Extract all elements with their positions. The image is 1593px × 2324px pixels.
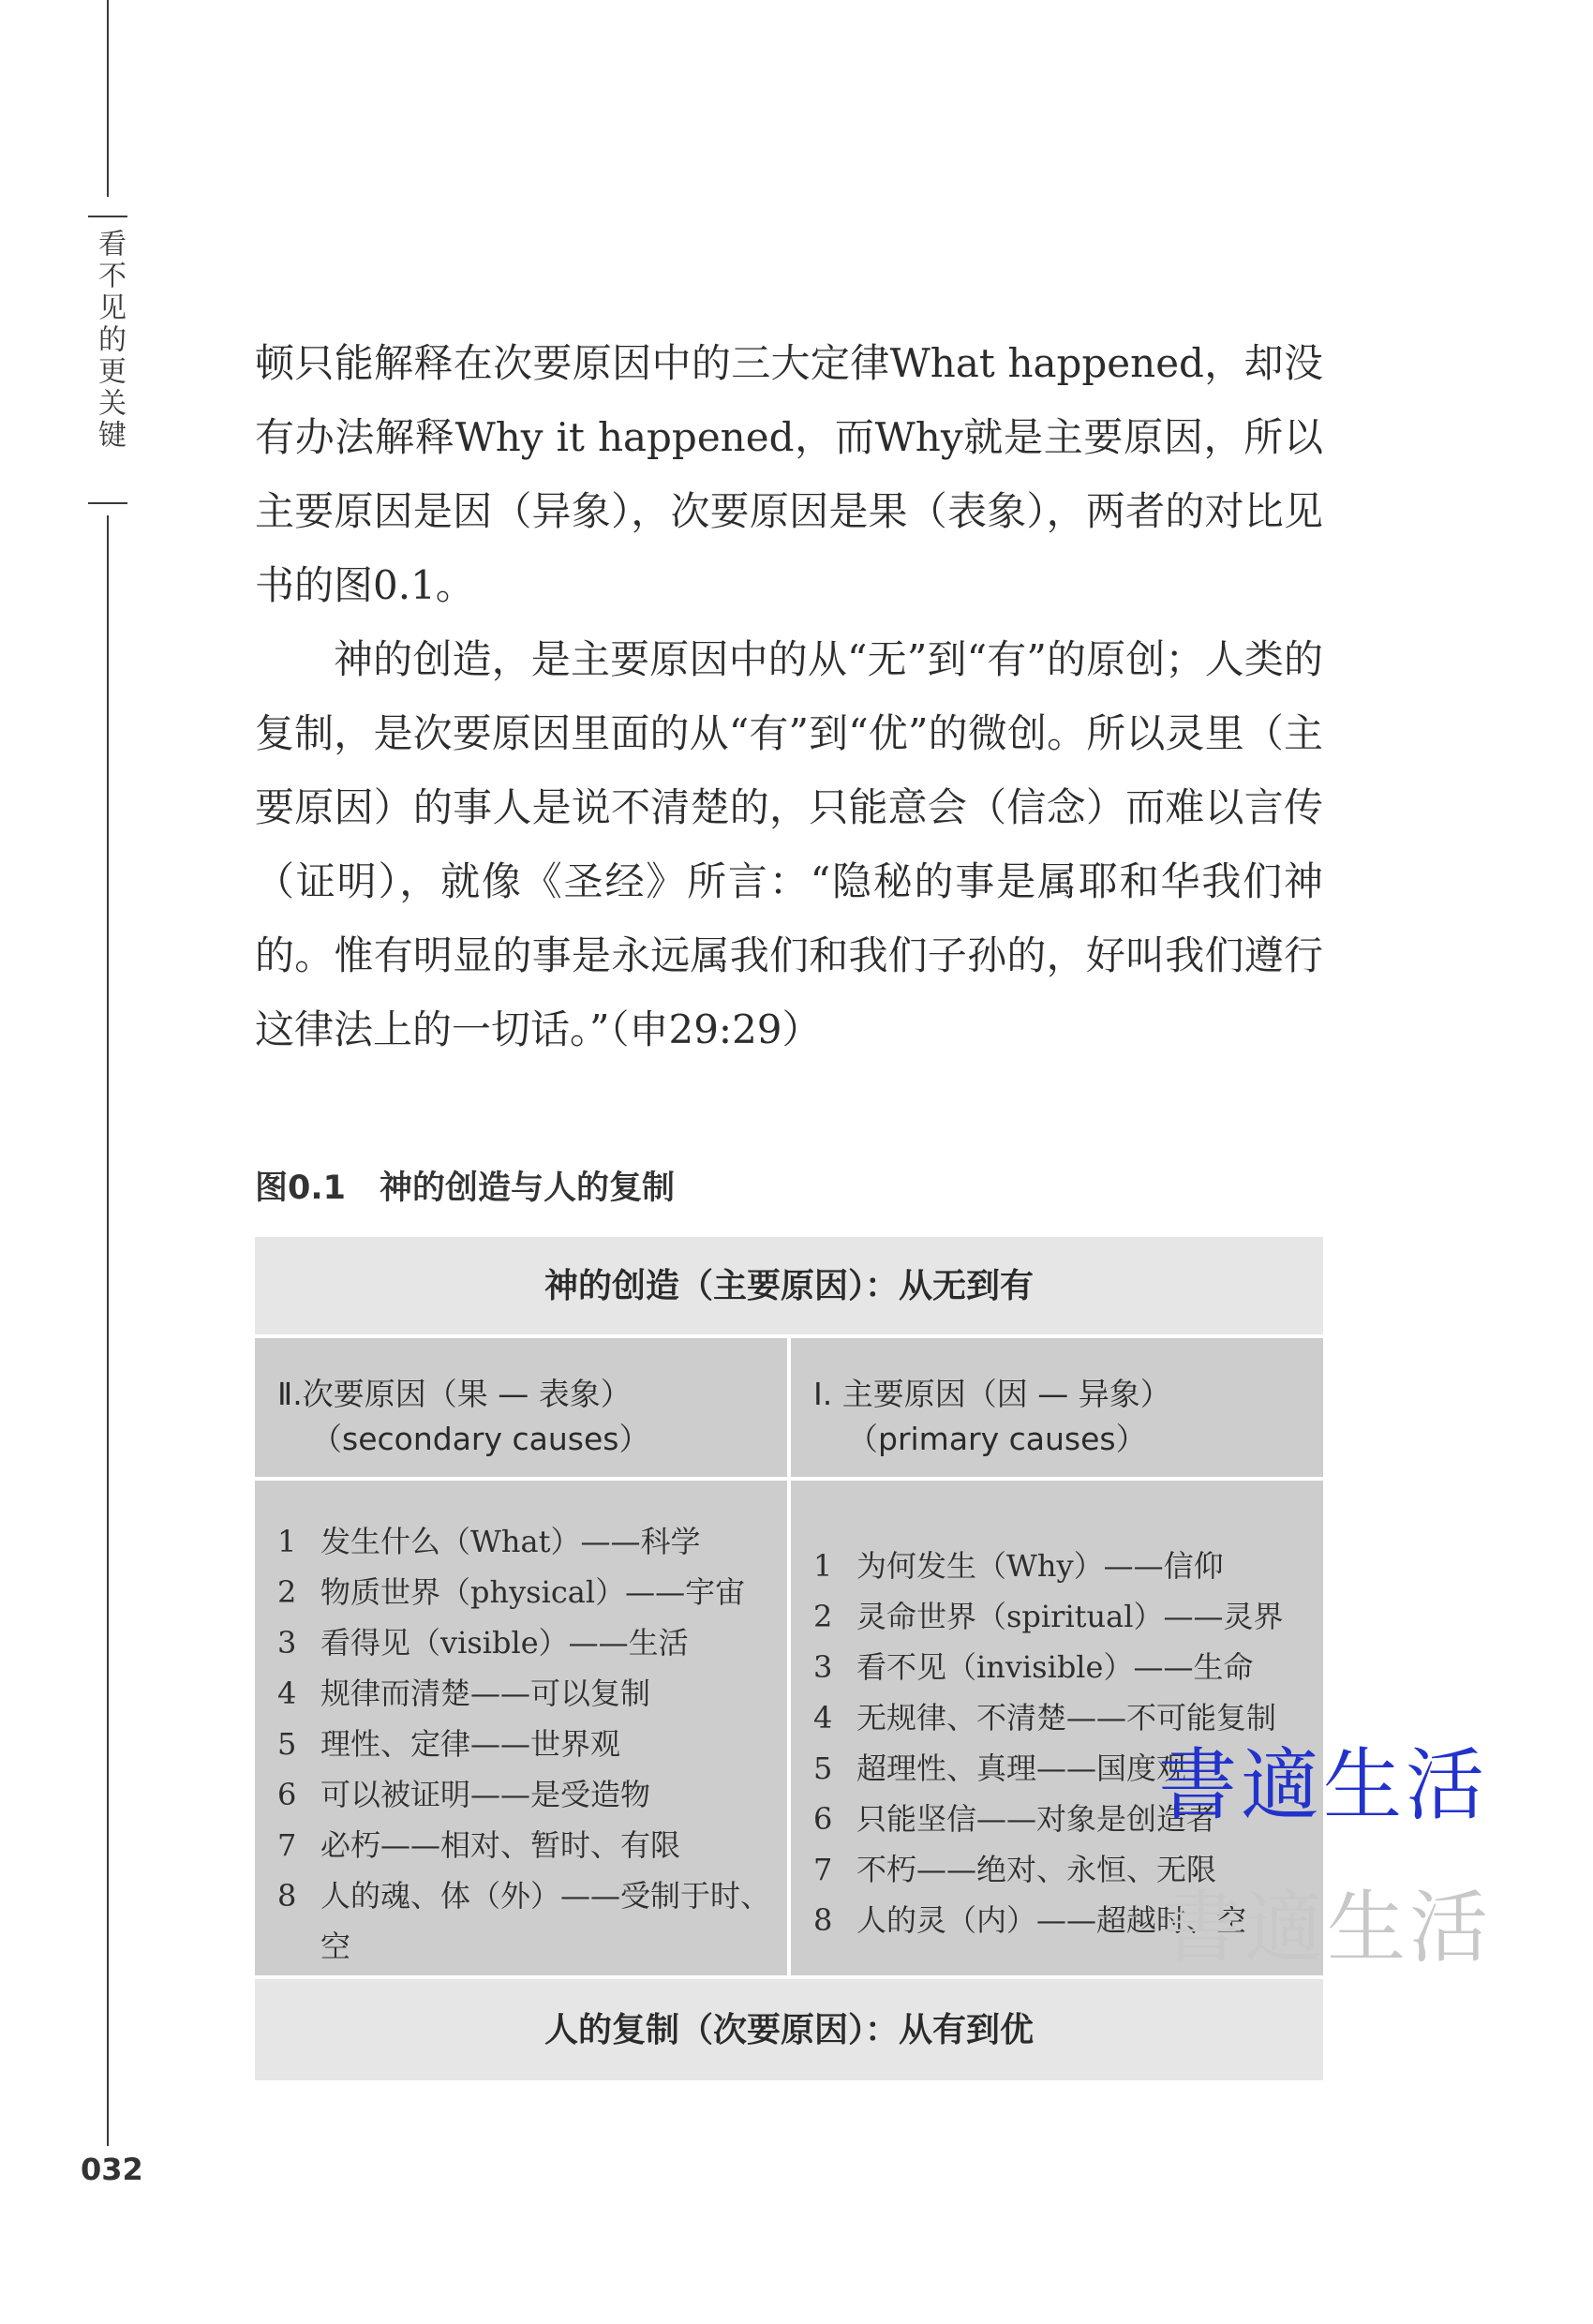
list-item: [277, 1567, 772, 1617]
left-heading-line1: Ⅱ.次要原因（果 — 表象）: [277, 1376, 632, 1412]
item-number: 7: [277, 1827, 297, 1863]
bottom-band: 人的复制（次要原因）：从有到优: [255, 1979, 1323, 2080]
item-number: 8: [813, 1902, 833, 1938]
item-text: 看不见（invisible）——生命: [856, 1649, 1254, 1685]
item-text: 必朽——相对、暂时、有限: [320, 1827, 681, 1863]
watermark-blue: 書適生活: [1158, 1739, 1489, 1831]
item-number: 8: [277, 1878, 297, 1914]
item-number: 3: [813, 1649, 833, 1685]
list-item: [277, 1668, 772, 1719]
item-text: 物质世界（physical）——宇宙: [320, 1574, 746, 1610]
running-head-tick-bottom: [88, 502, 127, 504]
item-text: 可以被证明——是受造物: [320, 1777, 651, 1812]
item-text: 为何发生（Why）——信仰: [856, 1548, 1224, 1584]
right-heading-line1: Ⅰ. 主要原因（因 — 异象）: [813, 1376, 1171, 1412]
figure-caption: [255, 1162, 675, 1209]
page-number: 032: [81, 2152, 143, 2187]
paragraph-2: 神的创造，是主要原因中的从“无”到“有”的原创；人类的复制，是次要原因里面的从“有”到“优”的微创。所以灵里（主要原因）的事人是说不清楚的，只能意会（信念）而难以言传（证明），就像《圣经》所言：“隐秘的事是属耶和华我们神的。惟有明显的事是永远属我们和我们子孙的，好叫我们遵行这律法上的一切话。”（申29:29）: [255, 636, 1323, 1052]
list-item: [813, 1642, 1308, 1692]
list-item: [813, 1541, 1308, 1591]
figure-number: 图0.1: [255, 1169, 347, 1207]
item-number: 5: [813, 1750, 833, 1786]
right-column-heading: [791, 1338, 1323, 1477]
list-item: [277, 1617, 772, 1668]
top-band: 神的创造（主要原因）：从无到有: [255, 1237, 1323, 1334]
item-number: 7: [813, 1852, 833, 1887]
right-heading-line2: （primary causes）: [847, 1421, 1147, 1457]
list-item: [277, 1516, 772, 1567]
list-item: [277, 1870, 772, 1972]
item-text: 人的魂、体（外）——受制于时、空: [320, 1878, 771, 1964]
item-number: 4: [277, 1676, 297, 1711]
watermark-gray: 書適生活: [1162, 1882, 1493, 1974]
item-text: 超理性、真理——国度观: [856, 1750, 1187, 1786]
item-text: 不朽——绝对、永恒、无限: [856, 1852, 1217, 1887]
list-item: [277, 1769, 772, 1820]
running-head-text: 看不见的更关键: [93, 229, 126, 452]
item-number: 4: [813, 1700, 833, 1736]
item-text: 灵命世界（spiritual）——灵界: [856, 1599, 1284, 1634]
item-text: 人的灵（内）——超越时、空: [856, 1902, 1247, 1938]
figure-title: 神的创造与人的复制: [380, 1169, 676, 1207]
body-text: [255, 326, 1323, 1066]
item-number: 5: [277, 1726, 297, 1762]
item-text: 只能坚信——对象是创造者: [856, 1801, 1217, 1837]
item-number: 1: [277, 1524, 297, 1559]
paragraph-1: 顿只能解释在次要原因中的三大定律What happened，却没有办法解释Why it happened，而Why就是主要原因，所以主要原因是因（异象），次要原因是果（表象），两者的对比见书的图0.1。: [255, 340, 1323, 608]
left-item-list: [277, 1516, 772, 1972]
item-number: 6: [813, 1801, 833, 1837]
list-item: [813, 1591, 1308, 1642]
left-column-body: [255, 1481, 787, 1975]
item-text: 看得见（visible）——生活: [320, 1625, 689, 1661]
item-text: 发生什么（What）——科学: [320, 1524, 701, 1559]
item-number: 1: [813, 1548, 833, 1584]
item-text: 无规律、不清楚——不可能复制: [856, 1700, 1277, 1736]
left-heading-line2: （secondary causes）: [311, 1421, 650, 1457]
list-item: [277, 1719, 772, 1769]
item-number: 2: [277, 1574, 297, 1610]
item-text: 理性、定律——世界观: [320, 1726, 621, 1762]
item-number: 3: [277, 1625, 297, 1661]
running-head: [86, 197, 129, 515]
item-number: 6: [277, 1777, 297, 1812]
left-column-heading: [255, 1338, 787, 1477]
list-item: [277, 1820, 772, 1870]
running-head-tick-top: [88, 216, 127, 217]
item-number: 2: [813, 1599, 833, 1634]
item-text: 规律而清楚——可以复制: [320, 1676, 651, 1711]
